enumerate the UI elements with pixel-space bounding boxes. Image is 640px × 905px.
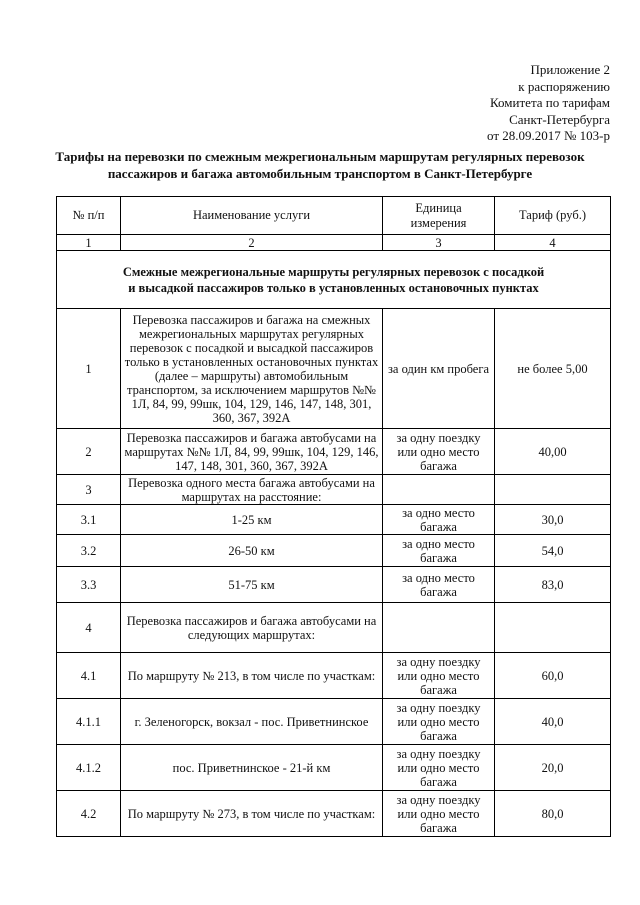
- row-tariff: 40,0: [495, 699, 611, 745]
- row-num: 4: [57, 603, 121, 653]
- row-unit: за одно место багажа: [383, 535, 495, 567]
- row-num: 1: [57, 309, 121, 429]
- row-unit: за один км пробега: [383, 309, 495, 429]
- header-row: [57, 197, 611, 235]
- title-line: пассажиров и багажа автомобильным транспортом в Санкт-Петербурге: [107, 166, 533, 181]
- column-number-row: [57, 235, 611, 251]
- table-row: [57, 429, 611, 475]
- table-row: [57, 505, 611, 535]
- row-name: По маршруту № 273, в том числе по участкам:: [121, 791, 383, 837]
- table-row: [57, 653, 611, 699]
- table-row: [57, 535, 611, 567]
- column-number: 1: [57, 235, 121, 251]
- row-unit: [383, 475, 495, 505]
- row-tariff: 54,0: [495, 535, 611, 567]
- header-unit: Единица измерения: [383, 197, 495, 235]
- column-number: 3: [383, 235, 495, 251]
- table-row: [57, 699, 611, 745]
- row-tariff: не более 5,00: [495, 309, 611, 429]
- row-num: 3.3: [57, 567, 121, 603]
- section-row: [57, 251, 611, 309]
- row-unit: за одну поездку или одно место багажа: [383, 653, 495, 699]
- section-heading: [57, 251, 611, 309]
- document-title: [40, 148, 600, 182]
- row-num: 3.2: [57, 535, 121, 567]
- appendix-line: Санкт-Петербурга: [509, 111, 610, 127]
- appendix-line: Приложение 2: [530, 62, 610, 77]
- appendix-line: от 28.09.2017 № 103-р: [487, 128, 610, 143]
- header-tariff: Тариф (руб.): [495, 197, 611, 235]
- title-line: Тарифы на перевозки по смежным межрегиональным маршрутам регулярных перевозок: [55, 149, 585, 164]
- row-name: Перевозка пассажиров и багажа на смежных межрегиональных маршрутах регулярных перевозок с посадкой и высадкой пассажиров только в установленных остановочных пунктах (далее – маршруты) автомобильным транспортом, за исключением маршрутов №№ 1Л, 84, 99, 99шк, 104, 129, 146, 147, 148, 301, 360, 367, 392А: [121, 309, 383, 429]
- row-name: г. Зеленогорск, вокзал - пос. Приветнинское: [121, 699, 383, 745]
- row-tariff: [495, 475, 611, 505]
- row-name: пос. Приветнинское - 21-й км: [121, 745, 383, 791]
- row-unit: [383, 603, 495, 653]
- table-row: [57, 603, 611, 653]
- row-name: 1-25 км: [121, 505, 383, 535]
- table-row: [57, 567, 611, 603]
- tariff-table: [56, 196, 611, 837]
- row-tariff: 30,0: [495, 505, 611, 535]
- row-num: 4.1: [57, 653, 121, 699]
- header-name: Наименование услуги: [121, 197, 383, 235]
- row-name: 51-75 км: [121, 567, 383, 603]
- row-unit: за одну поездку или одно место багажа: [383, 429, 495, 475]
- row-name: Перевозка пассажиров и багажа автобусами на маршрутах №№ 1Л, 84, 99, 99шк, 104, 129, 146, 147, 148, 301, 360, 367, 392А: [121, 429, 383, 475]
- row-num: 3: [57, 475, 121, 505]
- appendix-line: Комитета по тарифам: [490, 95, 610, 110]
- table-row: [57, 745, 611, 791]
- section-line: Смежные межрегиональные маршруты регулярных перевозок с посадкой: [122, 264, 545, 279]
- row-unit: за одно место багажа: [383, 567, 495, 603]
- row-tariff: 60,0: [495, 653, 611, 699]
- table-row: [57, 791, 611, 837]
- column-number: 4: [495, 235, 611, 251]
- row-name: 26-50 км: [121, 535, 383, 567]
- row-num: 3.1: [57, 505, 121, 535]
- row-unit: за одну поездку или одно место багажа: [383, 699, 495, 745]
- table-row: [57, 475, 611, 505]
- row-tariff: 40,00: [495, 429, 611, 475]
- row-num: 4.1.1: [57, 699, 121, 745]
- appendix-line: к распоряжению: [518, 78, 610, 94]
- row-unit: за одну поездку или одно место багажа: [383, 745, 495, 791]
- row-name: Перевозка одного места багажа автобусами на маршрутах на расстояние:: [121, 475, 383, 505]
- row-name: Перевозка пассажиров и багажа автобусами на следующих маршрутах:: [121, 603, 383, 653]
- header-num: № п/п: [57, 197, 121, 235]
- row-unit: за одно место багажа: [383, 505, 495, 535]
- row-tariff: [495, 603, 611, 653]
- row-unit: за одну поездку или одно место багажа: [383, 791, 495, 837]
- row-name: По маршруту № 213, в том числе по участкам:: [121, 653, 383, 699]
- row-num: 4.1.2: [57, 745, 121, 791]
- column-number: 2: [121, 235, 383, 251]
- row-num: 2: [57, 429, 121, 475]
- row-tariff: 83,0: [495, 567, 611, 603]
- row-num: 4.2: [57, 791, 121, 837]
- table-row: [57, 309, 611, 429]
- row-tariff: 20,0: [495, 745, 611, 791]
- section-line: и высадкой пассажиров только в установленных остановочных пунктах: [128, 280, 539, 295]
- row-tariff: 80,0: [495, 791, 611, 837]
- appendix-header: [487, 62, 610, 145]
